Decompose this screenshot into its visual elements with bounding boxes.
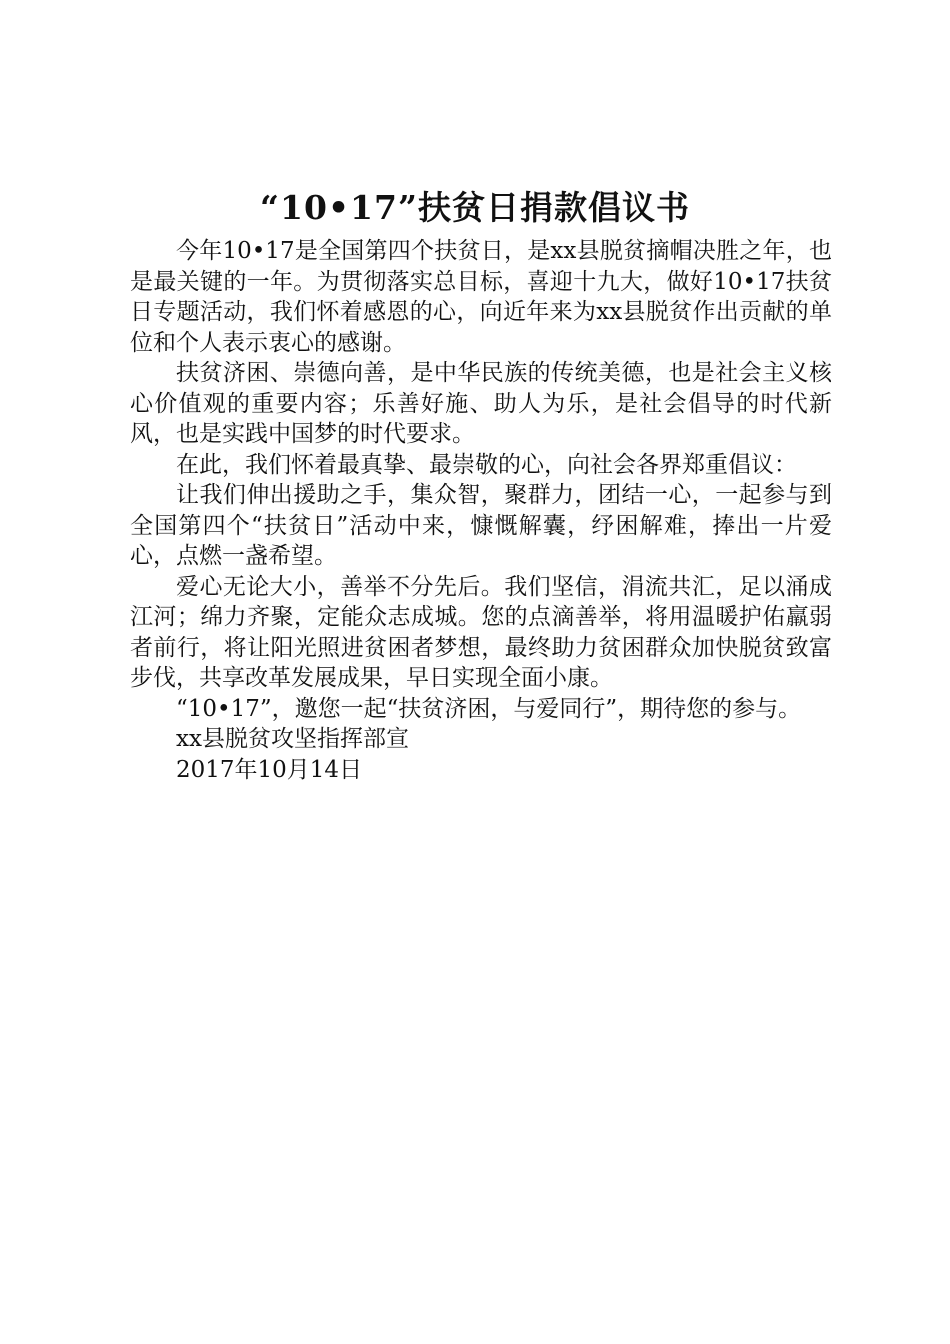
document-body <box>130 236 832 785</box>
paragraph-3: 在此，我们怀着最真挚、最崇敬的心，向社会各界郑重倡议： <box>176 451 797 478</box>
paragraph-1: 今年10•17是全国第四个扶贫日，是xx县脱贫摘帽决胜之年，也是最关键的一年。为贯彻落实总目标，喜迎十九大，做好10•17扶贫日专题活动，我们怀着感恩的心，向近年来为xx县脱贫作出贡献的单位和个人表示衷心的感谢。 <box>130 238 832 356</box>
paragraph-4: 让我们伸出援助之手，集众智，聚群力，团结一心，一起参与到全国第四个“扶贫日”活动中来，慷慨解囊，纾困解难，捧出一片爱心，点燃一盏希望。 <box>130 482 832 569</box>
signature-organization: xx县脱贫攻坚指挥部宣 <box>176 726 409 752</box>
paragraph-6: “10•17”，邀您一起“扶贫济困，与爱同行”，期待您的参与。 <box>176 695 802 722</box>
paragraph-5: 爱心无论大小，善举不分先后。我们坚信，涓流共汇，足以涌成江河；绵力齐聚，定能众志成城。您的点滴善举，将用温暖护佑羸弱者前行，将让阳光照进贫困者梦想，最终助力贫困群众加快脱贫致富步伐，共享改革发展成果，早日实现全面小康。 <box>130 573 832 691</box>
paragraph-2: 扶贫济困、崇德向善，是中华民族的传统美德，也是社会主义核心价值观的重要内容；乐善好施、助人为乐，是社会倡导的时代新风，也是实践中国梦的时代要求。 <box>130 360 832 447</box>
signature-date: 2017年10月14日 <box>176 756 363 783</box>
document-title: “10•17”扶贫日捐款倡议书 <box>260 188 690 227</box>
